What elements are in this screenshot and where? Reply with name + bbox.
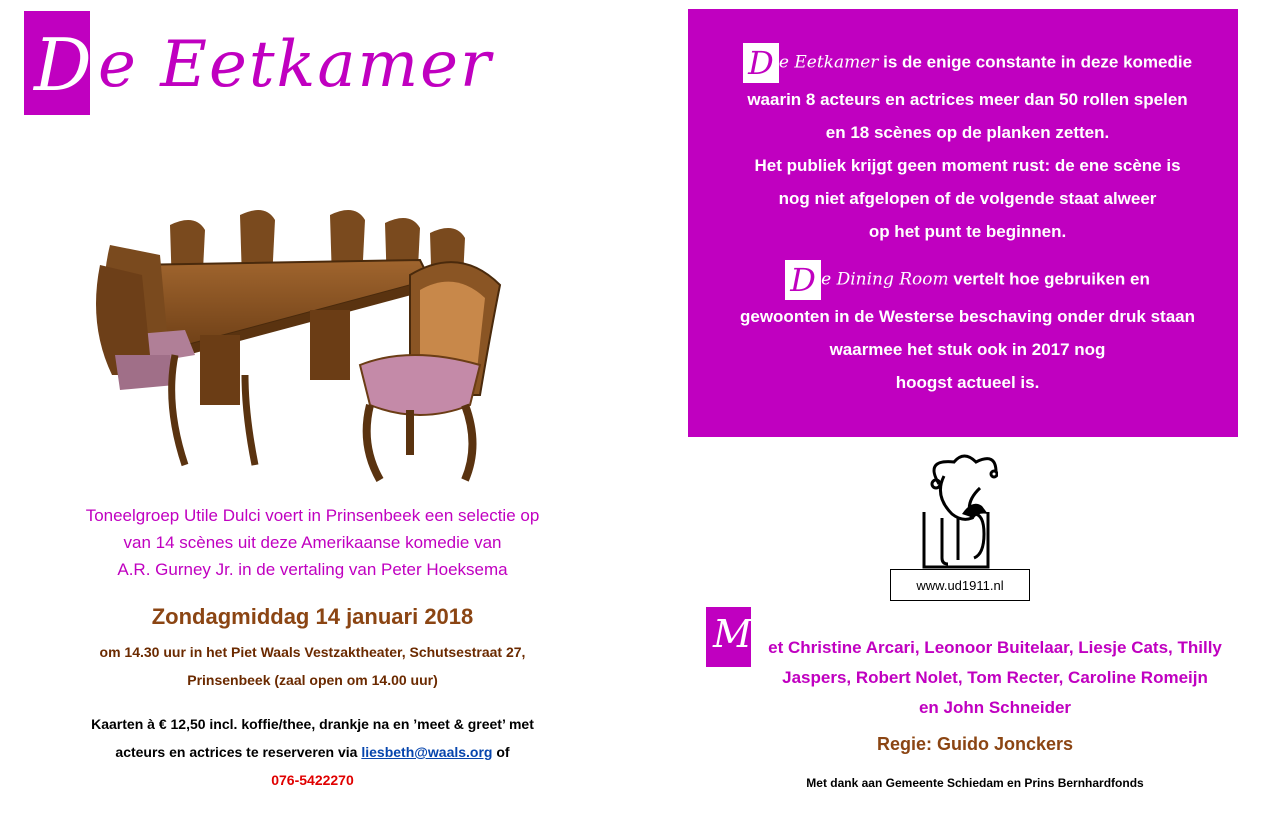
cast-initial: M (713, 612, 752, 656)
description-line: waarmee het stuk ook in 2017 nog (829, 340, 1106, 359)
title-initial: D (34, 23, 92, 107)
description-line: en 18 scènes op de planken zetten. (825, 123, 1110, 142)
intro-text (40, 502, 585, 583)
description-line: waarin 8 acteurs en actrices meer dan 50 rollen spelen (747, 90, 1188, 109)
event-date: Zondagmiddag 14 januari 2018 (151, 604, 474, 629)
ticket-info (40, 710, 585, 794)
director-credit: Regie: Guido Jonckers (876, 734, 1074, 754)
jester-logo-icon (914, 454, 998, 570)
cast-line: en John Schneider (918, 698, 1072, 717)
website-link[interactable]: www.ud1911.nl (890, 569, 1030, 601)
description-paragraph-2 (700, 260, 1235, 399)
description-line: op het punt te beginnen. (868, 222, 1067, 241)
ticket-text: acteurs en actrices te reserveren via (115, 744, 362, 760)
description-text: is de enige constante in deze komedie (878, 52, 1193, 72)
dropcap: D (785, 260, 821, 300)
play-title-script: e Dining Room (821, 269, 949, 290)
ticket-line: Kaarten à € 12,50 incl. koffie/thee, drankje na en ’meet & greet’ met (91, 716, 534, 732)
phone-number: 076-5422270 (271, 772, 354, 788)
description-line: nog niet afgelopen of de volgende staat alweer (778, 189, 1157, 208)
description-line: gewoonten in de Westerse beschaving onder druk staan (739, 307, 1195, 326)
description-text: vertelt hoe gebruiken en (948, 269, 1150, 289)
cast-line: et Christine Arcari, Leonoor Buitelaar, Liesje Cats, Thilly (768, 638, 1222, 657)
intro-line: A.R. Gurney Jr. in de vertaling van Peter Hoeksema (117, 560, 508, 579)
description-line (700, 260, 1235, 300)
venue-line: om 14.30 uur in het Piet Waals Vestzaktheater, Schutsestraat 27, (99, 644, 526, 660)
sponsors-credit: Met dank aan Gemeente Schiedam en Prins Bernhardfonds (806, 776, 1144, 790)
description-line (700, 43, 1235, 83)
venue-line: Prinsenbeek (zaal open om 14.00 uur) (187, 672, 438, 688)
ticket-text: of (492, 744, 510, 760)
page-title: e Eetkamer (98, 28, 493, 102)
email-link[interactable]: liesbeth@waals.org (361, 744, 493, 760)
description-line: hoogst actueel is. (895, 373, 1040, 392)
dropcap: D (743, 43, 779, 83)
description-line: Het publiek krijgt geen moment rust: de ene scène is (754, 156, 1181, 175)
venue-text (40, 638, 585, 694)
intro-line: Toneelgroep Utile Dulci voert in Prinsenbeek een selectie op (85, 506, 540, 525)
cast-list (745, 633, 1245, 723)
play-title-script: e Eetkamer (778, 52, 879, 73)
ticket-line-2 (40, 738, 585, 766)
cast-line: Jaspers, Robert Nolet, Tom Recter, Caroline Romeijn (782, 668, 1208, 687)
dining-table-image (90, 205, 510, 485)
description-paragraph-1 (700, 43, 1235, 248)
intro-line: van 14 scènes uit deze Amerikaanse komedie van (123, 533, 502, 552)
